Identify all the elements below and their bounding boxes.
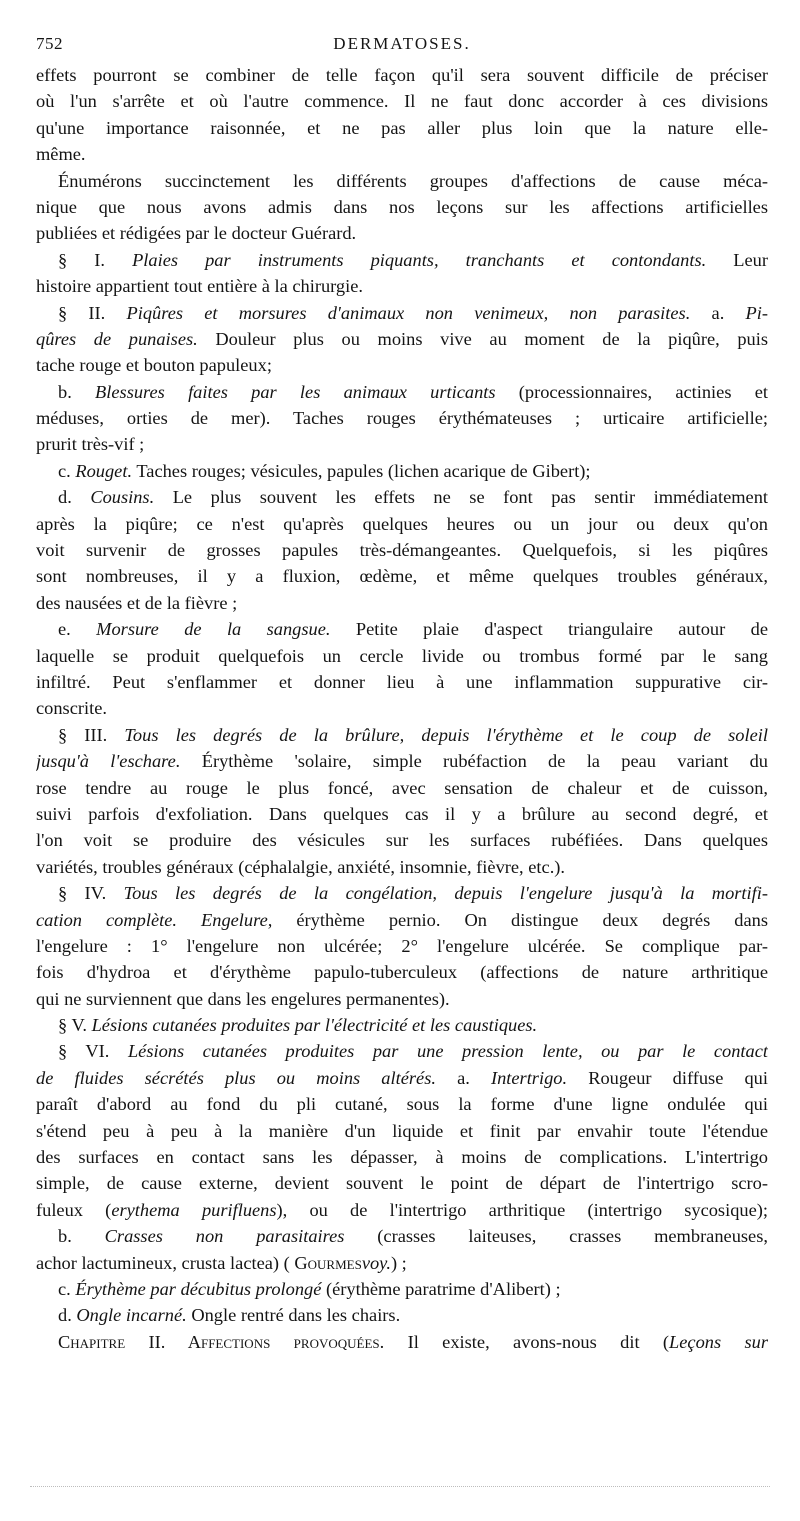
text-run: ), ou de l'intertrigo arthritique (intertrigo sycosique); xyxy=(276,1199,768,1220)
text-line xyxy=(36,484,768,510)
text-line xyxy=(36,1038,768,1064)
italic-run: Morsure de la sangsue. xyxy=(96,619,331,640)
text-run: l'engelure : 1° l'engelure non ulcérée; 2° l'engelure ulcérée. Se complique par- xyxy=(36,935,768,956)
text-line xyxy=(36,62,768,88)
text-run: sont nombreuses, il y a fluxion, œdème, et même quelques troubles généraux, xyxy=(36,566,768,587)
text-line xyxy=(36,194,768,220)
smallcaps-run: Chapitre II. Affections provoquées. xyxy=(58,1331,385,1352)
text-line xyxy=(36,1276,768,1302)
text-line xyxy=(36,616,768,642)
italic-run: Tous les degrés de la congélation, depuis l'engelure jusqu'à la mortifi- xyxy=(123,883,768,904)
text-run: des surfaces en contact sans les dépasser, à moins de complications. L'intertrigo xyxy=(36,1147,768,1168)
text-run: même. xyxy=(36,144,86,165)
text-run: b. xyxy=(58,381,96,402)
text-run: infiltré. Peut s'enflammer et donner lieu à une inflammation suppurative cir- xyxy=(36,671,768,692)
text-line xyxy=(36,907,768,933)
text-run: Le plus souvent les effets ne se font pas sentir immédiatement xyxy=(154,487,768,508)
text-run: histoire appartient tout entière à la chirurgie. xyxy=(36,276,363,297)
text-run: tache rouge et bouton papuleux; xyxy=(36,355,272,376)
text-line xyxy=(36,590,768,616)
text-run: l'on voit se produire des vésicules sur les surfaces rubéfiées. Dans quelques xyxy=(36,830,768,851)
text-run: variétés, troubles généraux (céphalalgie, anxiété, insomnie, fièvre, etc.). xyxy=(36,856,566,877)
italic-run: Lésions cutanées produites par l'électricité et les caustiques. xyxy=(91,1015,538,1036)
text-line xyxy=(36,405,768,431)
text-line xyxy=(36,168,768,194)
text-run: Douleur plus ou moins vive au moment de la piqûre, puis xyxy=(197,328,768,349)
text-run: Leur xyxy=(706,249,768,270)
text-run: Il existe, avons-nous dit ( xyxy=(384,1331,670,1352)
text-line xyxy=(36,379,768,405)
text-line xyxy=(36,115,768,141)
text-line xyxy=(36,1091,768,1117)
italic-run: Ongle incarné. xyxy=(76,1305,187,1326)
italic-run: Intertrigo. xyxy=(490,1067,568,1088)
text-run: après la piqûre; ce n'est qu'après quelques heures ou un jour ou deux qu'on xyxy=(36,513,768,534)
text-run: qu'une importance raisonnée, et ne pas aller plus loin que la nature elle- xyxy=(36,117,768,138)
text-run: s'étend peu à peu à la manière d'un liquide et finit par envahir toute l'étendue xyxy=(36,1120,768,1141)
footer-rule xyxy=(30,1486,770,1487)
text-line xyxy=(36,1118,768,1144)
text-run: (processionnaires, actinies et xyxy=(495,381,768,402)
text-run: Taches rouges; vésicules, papules (lichen acarique de Gibert); xyxy=(132,460,591,481)
italic-run: Pi- xyxy=(745,302,768,323)
text-run: Rougeur diffuse qui xyxy=(567,1067,768,1088)
text-run: § V. xyxy=(58,1015,92,1036)
text-line xyxy=(36,563,768,589)
text-line xyxy=(36,300,768,326)
text-line xyxy=(36,695,768,721)
text-line xyxy=(36,220,768,246)
text-run: ) ; xyxy=(390,1252,407,1273)
running-title: DERMATOSES. xyxy=(333,34,471,53)
text-line xyxy=(36,141,768,167)
italic-run: voy. xyxy=(361,1252,391,1273)
text-run: § IV. xyxy=(58,883,124,904)
text-line xyxy=(36,986,768,1012)
italic-run: Lésions cutanées produites par une pression lente, ou par le contact xyxy=(127,1041,768,1062)
text-run: c. xyxy=(58,1278,76,1299)
running-header xyxy=(36,34,768,56)
text-line xyxy=(36,1197,768,1223)
text-run: rose tendre au rouge le plus foncé, avec sensation de chaleur et de cuisson, xyxy=(36,777,768,798)
text-line xyxy=(36,775,768,801)
text-run: Énumérons succinctement les différents groupes d'affections de cause méca- xyxy=(58,170,768,191)
text-run: Petite plaie d'aspect triangulaire autour de xyxy=(330,619,768,640)
text-run: a. xyxy=(690,302,746,323)
italic-run: erythema purifluens xyxy=(111,1199,277,1220)
text-run: achor lactumineux, crusta lactea) ( xyxy=(36,1252,290,1273)
text-run: fois d'hydroa et d'érythème papulo-tuberculeux (affections de nature arthritique xyxy=(36,962,768,983)
text-line xyxy=(36,511,768,537)
text-run: Ongle rentré dans les chairs. xyxy=(186,1305,401,1326)
text-run: simple, de cause externe, devient souvent le point de départ de l'intertrigo scro- xyxy=(36,1173,768,1194)
text-run: (érythème paratrime d'Alibert) ; xyxy=(321,1278,561,1299)
italic-run: de fluides sécrétés plus ou moins altérés. xyxy=(36,1067,436,1088)
body-text xyxy=(36,62,768,1355)
italic-run: Cousins. xyxy=(90,487,155,508)
text-run: des nausées et de la fièvre ; xyxy=(36,592,238,613)
text-run: § III. xyxy=(58,724,125,745)
text-run: e. xyxy=(58,619,97,640)
italic-run: Plaies par instruments piquants, tranchants et contondants. xyxy=(132,249,707,270)
italic-run: Blessures faites par les animaux urticants xyxy=(95,381,496,402)
text-line xyxy=(36,326,768,352)
italic-run: qûres de punaises. xyxy=(36,328,198,349)
text-run: (crasses laiteuses, crasses membraneuses, xyxy=(344,1226,768,1247)
text-run: b. xyxy=(58,1226,105,1247)
text-line xyxy=(36,722,768,748)
text-run: effets pourront se combiner de telle façon qu'il sera souvent difficile de préciser xyxy=(36,65,768,85)
text-line xyxy=(36,854,768,880)
text-line xyxy=(36,1144,768,1170)
smallcaps-run: Gourmes xyxy=(289,1252,362,1273)
text-run: d. xyxy=(58,1305,77,1326)
text-line xyxy=(36,431,768,457)
text-line xyxy=(36,827,768,853)
text-run: où l'un s'arrête et où l'autre commence. Il ne faut donc accorder à ces divisions xyxy=(36,91,768,112)
text-run: publiées et rédigées par le docteur Guérard. xyxy=(36,223,357,244)
text-run: fuleux ( xyxy=(36,1199,112,1220)
text-line xyxy=(36,801,768,827)
text-line xyxy=(36,88,768,114)
text-run: prurit très-vif ; xyxy=(36,434,145,455)
text-run: qui ne surviennent que dans les engelures permanentes). xyxy=(36,988,450,1009)
italic-run: Leçons sur xyxy=(669,1331,768,1352)
text-line xyxy=(36,643,768,669)
text-line xyxy=(36,1065,768,1091)
text-line xyxy=(36,1329,768,1355)
text-run: voit survenir de grosses papules très-démangeantes. Quelquefois, si les piqûres xyxy=(36,540,768,561)
text-run: a. xyxy=(435,1067,491,1088)
italic-run: cation complète. Engelure, xyxy=(36,909,273,930)
text-run: c. xyxy=(58,460,76,481)
text-line xyxy=(36,959,768,985)
text-run: méduses, orties de mer). Taches rouges érythémateuses ; urticaire artificielle; xyxy=(36,408,768,429)
text-line xyxy=(36,1170,768,1196)
text-line xyxy=(36,1302,768,1328)
text-run: paraît d'abord au fond du pli cutané, sous la forme d'une ligne ondulée qui xyxy=(36,1094,768,1115)
text-line xyxy=(36,1250,768,1276)
text-run: § II. xyxy=(58,302,127,323)
italic-run: Rouget. xyxy=(75,460,133,481)
italic-run: Érythème par décubitus prolongé xyxy=(75,1278,322,1299)
page-number: 752 xyxy=(36,34,63,53)
italic-run: jusqu'à l'eschare. xyxy=(36,751,181,772)
text-run: conscrite. xyxy=(36,698,107,719)
text-run: d. xyxy=(58,487,91,508)
text-run: nique que nous avons admis dans nos leçons sur les affections artificielles xyxy=(36,196,768,217)
text-run: suivi parfois d'exfoliation. Dans quelques cas il y a brûlure au second degré, et xyxy=(36,803,768,824)
text-line xyxy=(36,537,768,563)
text-run: Érythème 'solaire, simple rubéfaction de la peau variant du xyxy=(180,751,768,772)
text-run: § I. xyxy=(58,249,133,270)
text-run: laquelle se produit quelquefois un cercle livide ou trombus formé par le sang xyxy=(36,645,768,666)
text-run: érythème pernio. On distingue deux degrés dans xyxy=(272,909,768,930)
text-line xyxy=(36,1012,768,1038)
text-line xyxy=(36,933,768,959)
text-line xyxy=(36,880,768,906)
text-line xyxy=(36,1223,768,1249)
italic-run: Tous les degrés de la brûlure, depuis l'érythème et le coup de soleil xyxy=(124,724,768,745)
text-run: § VI. xyxy=(58,1041,128,1062)
text-line xyxy=(36,273,768,299)
italic-run: Crasses non parasitaires xyxy=(104,1226,345,1247)
italic-run: Piqûres et morsures d'animaux non venimeux, non parasites. xyxy=(126,302,691,323)
text-line xyxy=(36,748,768,774)
text-line xyxy=(36,247,768,273)
text-line xyxy=(36,669,768,695)
text-line xyxy=(36,352,768,378)
text-line xyxy=(36,458,768,484)
